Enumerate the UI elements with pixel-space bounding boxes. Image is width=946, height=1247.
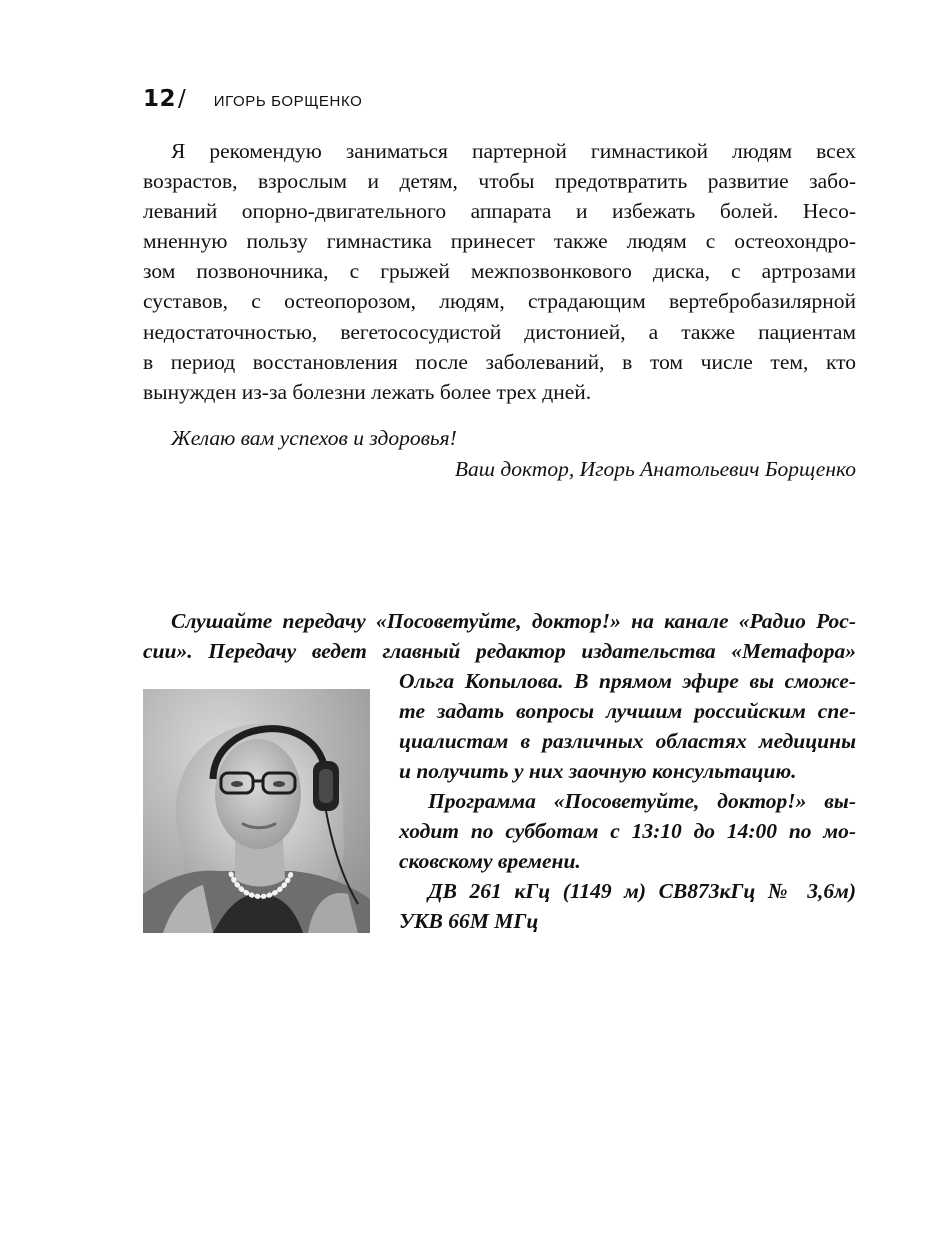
- page-header: [143, 86, 362, 112]
- body-line: суставов, с остеопорозом, людям, страдающим вертебробазилярной: [143, 289, 856, 314]
- body-line: зом позвоночника, с грыжей межпозвонкового диска, с артрозами: [143, 259, 856, 284]
- promo-line: те задать вопросы лучшим российским спе-: [399, 699, 856, 723]
- promo-line: УКВ 66М МГц: [399, 909, 539, 933]
- body-paragraph: [143, 136, 856, 407]
- author-signature: Ваш доктор, Игорь Анатольевич Борщенко: [454, 457, 856, 481]
- promo-line: и получить у них заочную консультацию.: [399, 759, 797, 783]
- promo-line: ходит по субботам с 13:10 до 14:00 по мо-: [399, 819, 856, 843]
- page-number: 12: [143, 86, 177, 112]
- promo-line: ДВ 261 кГц (1149 м) СВ873кГц № 3,6м): [428, 879, 856, 903]
- page-number-separator: /: [178, 86, 186, 112]
- host-portrait-photo: [143, 689, 370, 933]
- body-line: мненную пользу гимнастика принесет также людям с остеохондро-: [143, 229, 856, 254]
- body-line: леваний опорно-двигательного аппарата и избежать болей. Несо-: [143, 199, 856, 224]
- promo-line: сии». Передачу ведет главный редактор издательства «Метафора»: [143, 639, 856, 663]
- portrait-illustration: [143, 689, 370, 933]
- body-line: недостаточностью, вегетососудистой дистонией, а также пациентам: [143, 319, 856, 344]
- body-line: Я рекомендую заниматься партерной гимнастикой людям всех: [171, 139, 856, 163]
- promo-line: Ольга Копылова. В прямом эфире вы сможе-: [399, 669, 856, 693]
- body-line: возрастов, взрослым и детям, чтобы предотвратить развитие забо-: [143, 169, 856, 194]
- body-line: в период восстановления после заболеваний, в том числе тем, кто: [143, 349, 856, 374]
- promo-line: Слушайте передачу «Посоветуйте, доктор!» на канале «Радио Рос-: [171, 609, 856, 633]
- promo-line: Программа «Посоветуйте, доктор!» вы-: [428, 789, 856, 813]
- closing-wish: Желаю вам успехов и здоровья!: [171, 426, 457, 450]
- promo-line: сковскому времени.: [399, 849, 581, 873]
- promo-line: циалистам в различных областях медицины: [399, 729, 856, 753]
- running-head-author: ИГОРЬ БОРЩЕНКО: [213, 93, 363, 110]
- body-line: вынужден из-за болезни лежать более трех дней.: [143, 379, 592, 404]
